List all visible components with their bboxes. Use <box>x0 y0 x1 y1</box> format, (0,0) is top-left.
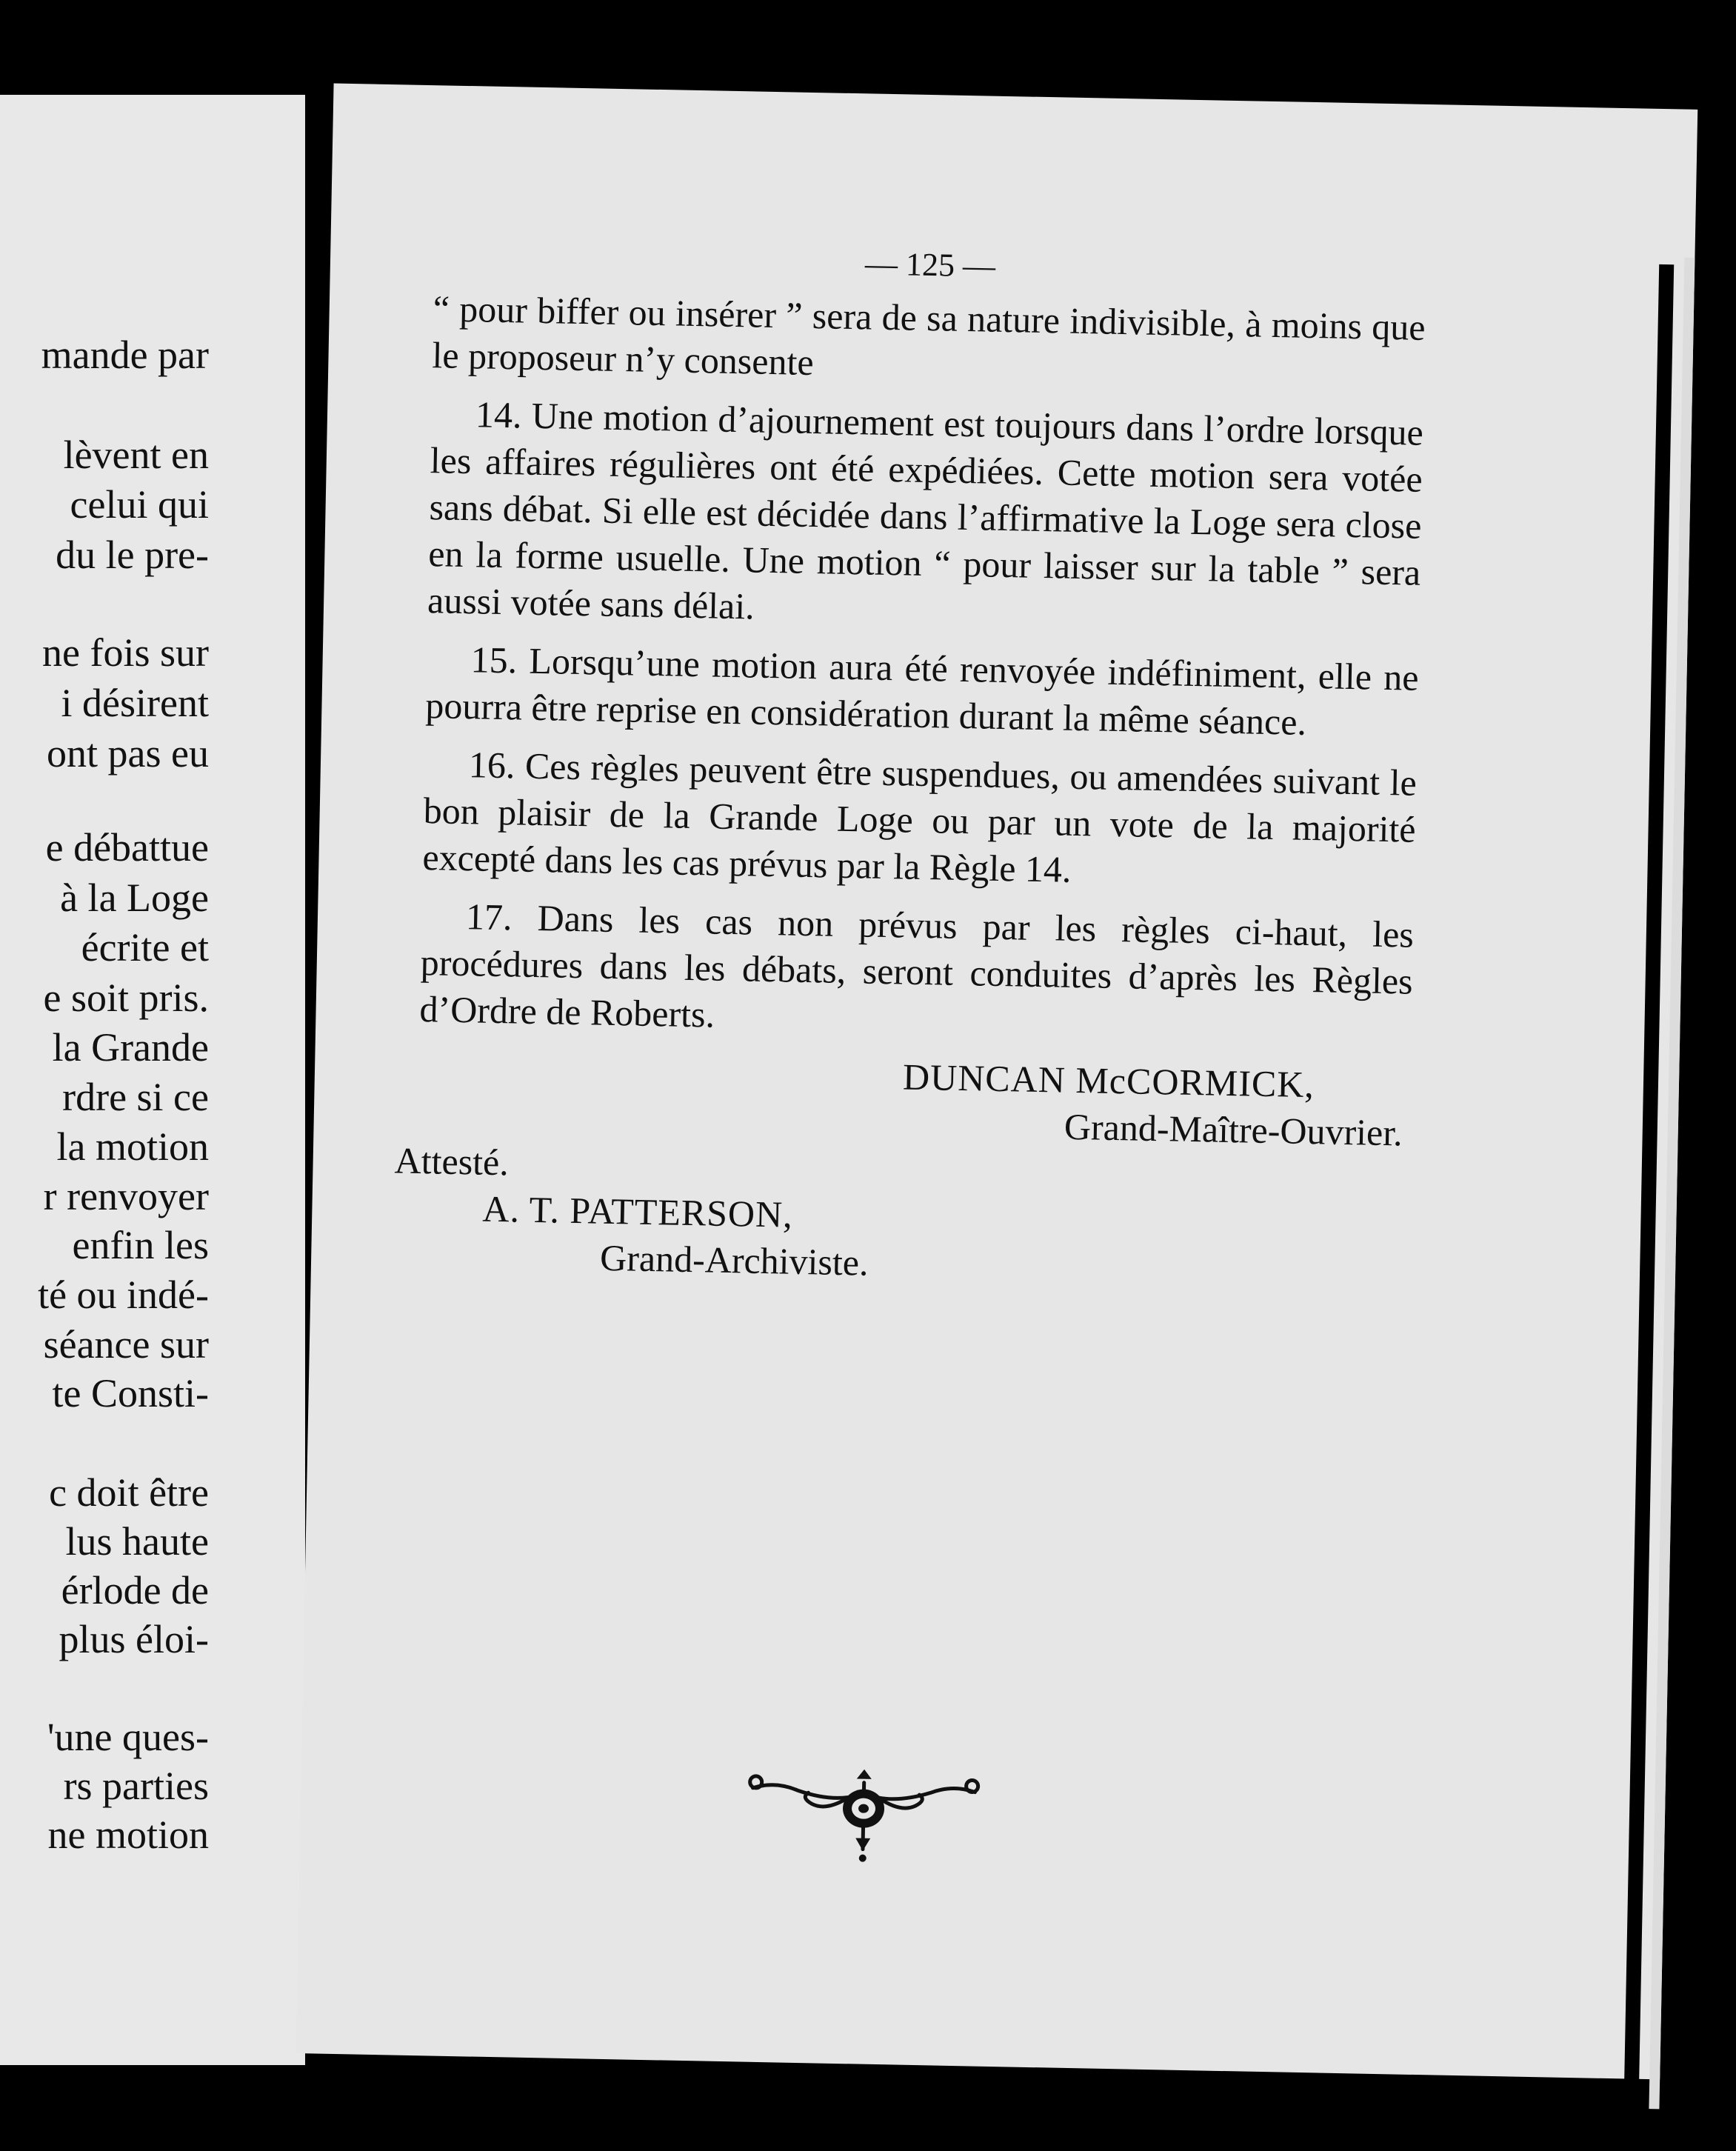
left-page-fragment <box>0 95 305 2065</box>
left-line: 'une ques- <box>47 1715 209 1759</box>
ornament-flourish-icon <box>744 1766 983 1867</box>
paragraph-13-end: “ pour biffer ou insérer ” sera de sa nature indivisible, à moins que le proposeur n’y consente <box>432 287 1426 384</box>
left-line: écrite et <box>81 925 209 970</box>
left-line: à la Loge <box>60 876 209 920</box>
paragraph-15: 15. Lorsqu’une motion aura été renvoyée indéfiniment, elle ne pourra être reprise en considération durant la même séance. <box>424 638 1420 743</box>
left-line: te Consti- <box>52 1371 209 1415</box>
page-text <box>394 245 1426 1296</box>
left-line: lèvent en <box>63 433 209 477</box>
attest-title: Grand-Archiviste. <box>599 1236 869 1284</box>
left-line: rdre si ce <box>62 1075 209 1119</box>
left-line: érlode de <box>61 1568 209 1613</box>
signature-name: DUNCAN McCORMICK, <box>902 1056 1315 1106</box>
attest-name: A. T. PATTERSON, <box>481 1187 794 1235</box>
left-line: ne motion <box>47 1812 209 1857</box>
left-line: c doit être <box>49 1470 209 1515</box>
left-line: e débattue <box>45 825 209 870</box>
left-line: rs parties <box>63 1764 209 1808</box>
left-line: du le pre- <box>56 533 209 577</box>
left-line: lus haute <box>65 1519 209 1564</box>
left-line: e soit pris. <box>43 976 209 1020</box>
left-line: i désirent <box>61 681 209 725</box>
left-line: enfin les <box>72 1223 209 1267</box>
left-line: r renvoyer <box>43 1174 209 1218</box>
left-line: plus éloi- <box>59 1617 209 1661</box>
left-line: la Grande <box>52 1025 209 1070</box>
paragraph-16: 16. Ces règles peuvent être suspendues, ou amendées suivant le bon plaisir de la Grande Loge ou par un vote de la majorité excepté dans les cas prévus par la Règle 14. <box>422 744 1418 890</box>
signature-title: Grand-Maître-Ouvrier. <box>1064 1105 1403 1154</box>
left-line: séance sur <box>43 1322 209 1367</box>
left-line: ont pas eu <box>47 731 209 776</box>
attest-label: Attesté. <box>394 1139 510 1184</box>
left-line: la motion <box>56 1124 209 1169</box>
page-number: — 125 — <box>864 245 996 284</box>
left-line: té ou indé- <box>38 1273 209 1317</box>
left-line: celui qui <box>70 482 209 527</box>
left-line: mande par <box>41 333 209 377</box>
left-line: ne fois sur <box>42 630 209 675</box>
paragraph-14: 14. Une motion d’ajournement est toujours dans l’ordre lorsque les affaires régulières ont été expédiées. Cette motion sera votée sans débat. Si elle est décidée dans l’affirmative la Loge sera close en la forme usuelle. Une motion “ pour laisser sur la table ” sera aussi votée sans délai. <box>427 393 1424 627</box>
paragraph-17: 17. Dans les cas non prévus par les règles ci-haut, les procédures dans les débats, seront conduites d’après les Règles d’Ordre de Roberts. <box>419 896 1415 1036</box>
main-page <box>296 84 1698 2080</box>
